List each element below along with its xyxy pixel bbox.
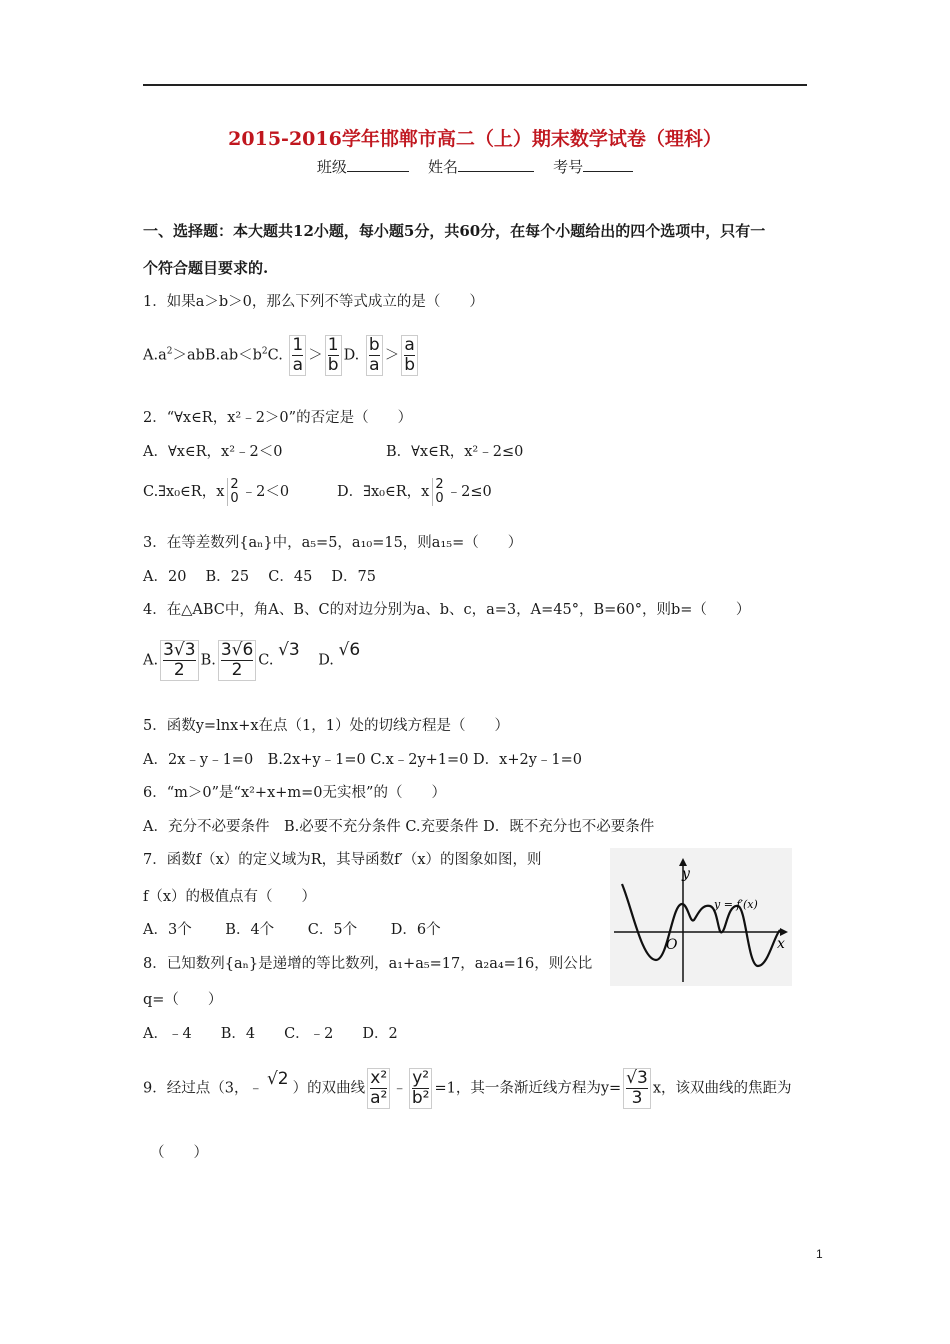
q1-a-sup: 2 bbox=[166, 346, 173, 357]
class-label: 班级 bbox=[316, 158, 347, 176]
page-number: 1 bbox=[816, 1247, 823, 1261]
q2-c-stack: 2 0 bbox=[227, 478, 238, 506]
q2-option-a: A．∀x∈R，x²﹣2＜0 bbox=[143, 444, 283, 460]
section-heading-line2: 个符合题目要求的. bbox=[143, 259, 269, 277]
q9-answer-paren: （ ） bbox=[150, 1145, 208, 1161]
q2-d-stack: 2 0 bbox=[432, 478, 443, 506]
q5-options: A．2x﹣y﹣1=0 B.2x+y﹣1=0 C.x﹣2y+1=0 D．x+2y﹣1=0 bbox=[143, 752, 582, 768]
graph-background bbox=[610, 848, 792, 986]
graph-origin-label: O bbox=[666, 937, 678, 953]
q3-options: A．20 B．25 C．45 D．75 bbox=[143, 569, 376, 585]
number-blank bbox=[583, 157, 633, 172]
q8-options: A．﹣4 B．4 C．﹣2 D．2 bbox=[143, 1026, 398, 1042]
q2-option-b: B．∀x∈R，x²﹣2≤0 bbox=[386, 444, 524, 460]
q1-c-label: C. bbox=[267, 347, 283, 364]
q4-stem: 4．在△ABC中，角A、B、C的对边分别为a、b、c，a=3，A=45°，B=60°，则b=（ ） bbox=[143, 602, 751, 618]
name-label: 姓名 bbox=[427, 158, 458, 176]
q4-d-root: √6 bbox=[338, 640, 361, 660]
q1-d-frac1: $\frac{b}{a}$ bbox=[366, 335, 383, 376]
number-label: 考号 bbox=[553, 158, 584, 176]
header-fields bbox=[0, 156, 950, 177]
graph-x-label: x bbox=[777, 936, 785, 952]
q7-stem-line2: f（x）的极值点有（ ） bbox=[143, 889, 317, 905]
q6-stem: 6．“m＞0”是“x²+x+m=0无实根”的（ ） bbox=[143, 785, 446, 801]
q4-a-frac: $\frac{3√3}{2}$ bbox=[160, 640, 198, 681]
graph-curve-label: y = f′(x) bbox=[714, 898, 758, 911]
q9-x-frac: $\frac{\text{x²}}{\text{a²}}$ bbox=[367, 1068, 390, 1109]
q7-stem-line1: 7．函数f（x）的定义域为R，其导函数f′（x）的图象如图，则 bbox=[143, 852, 542, 868]
q8-stem-line1: 8．已知数列{aₙ}是递增的等比数列，a₁+a₅=17，a₂a₄=16，则公比 bbox=[143, 956, 593, 972]
q1-b-sup: 2 bbox=[261, 346, 268, 357]
q2-option-c: C.∃x₀∈R，x 2 0 ﹣2＜0 bbox=[143, 477, 290, 506]
q9-slope-frac: $\frac{√3}{3}$ bbox=[623, 1068, 651, 1109]
q1-options bbox=[143, 335, 420, 376]
q4-b-frac: $\frac{3√6}{2}$ bbox=[218, 640, 256, 681]
q9-stem: 9．经过点（3，﹣ √2 ）的双曲线 $\frac{\text{x²}}{\text{a²}}$ ﹣ $\frac{\text{y²}}{\text{b²}}$ =1，其一条渐近线方程为y= $\frac{√3}{3}$ x，该双曲线的焦距为 bbox=[143, 1068, 792, 1108]
header-rule bbox=[143, 84, 807, 86]
section-heading-line1: 一、选择题：本大题共12小题，每小题5分，共60分，在每个小题给出的四个选项中，只有一 bbox=[143, 222, 766, 240]
name-blank bbox=[458, 157, 534, 172]
q4-c-root: √3 bbox=[278, 640, 300, 660]
q7-options: A．3个 B．4个 C．5个 D．6个 bbox=[143, 922, 441, 938]
q1-d-gt: ＞ bbox=[384, 347, 400, 364]
class-blank bbox=[347, 157, 409, 172]
q1-c-gt: ＞ bbox=[308, 347, 323, 364]
q1-a-rest: ＞abB.ab＜b bbox=[172, 347, 262, 364]
q1-d-frac2: $\frac{a}{b}$ bbox=[401, 335, 418, 376]
q8-stem-line2: q=（ ） bbox=[143, 992, 223, 1008]
q4-options: A. $\frac{3√3}{2}$ B. $\frac{3√6}{2}$ C. √3 D. √6 bbox=[143, 640, 361, 680]
q5-stem: 5．函数y=lnx+x在点（1，1）处的切线方程是（ ） bbox=[143, 718, 509, 734]
derivative-graph bbox=[610, 848, 792, 986]
exam-title: 2015-2016学年邯郸市高二（上）期末数学试卷（理科） bbox=[228, 128, 722, 150]
q3-stem: 3．在等差数列{aₙ}中，a₅=5，a₁₀=15，则a₁₅=（ ） bbox=[143, 535, 523, 551]
q2-stem: 2．“∀x∈R，x²﹣2＞0”的否定是（ ） bbox=[143, 410, 413, 426]
q1-d-label: D. bbox=[343, 347, 360, 364]
graph-y-label: y bbox=[682, 866, 690, 882]
q2-option-d: D．∃x₀∈R，x 2 0 ﹣2≤0 bbox=[337, 477, 492, 506]
q1-a-label: A. bbox=[143, 347, 159, 364]
q1-a-math: a bbox=[158, 347, 167, 364]
q9-y-frac: $\frac{\text{y²}}{\text{b²}}$ bbox=[409, 1068, 433, 1109]
q1-stem: 1．如果a＞b＞0，那么下列不等式成立的是（ ） bbox=[143, 294, 484, 310]
q9-point-root: √2 bbox=[266, 1068, 289, 1089]
q1-c-frac2: $\frac{1}{b}$ bbox=[325, 335, 342, 376]
q1-c-frac1: $\frac{1}{a}$ bbox=[289, 335, 306, 376]
q6-options: A．充分不必要条件 B.必要不充分条件 C.充要条件 D．既不充分也不必要条件 bbox=[143, 819, 655, 835]
